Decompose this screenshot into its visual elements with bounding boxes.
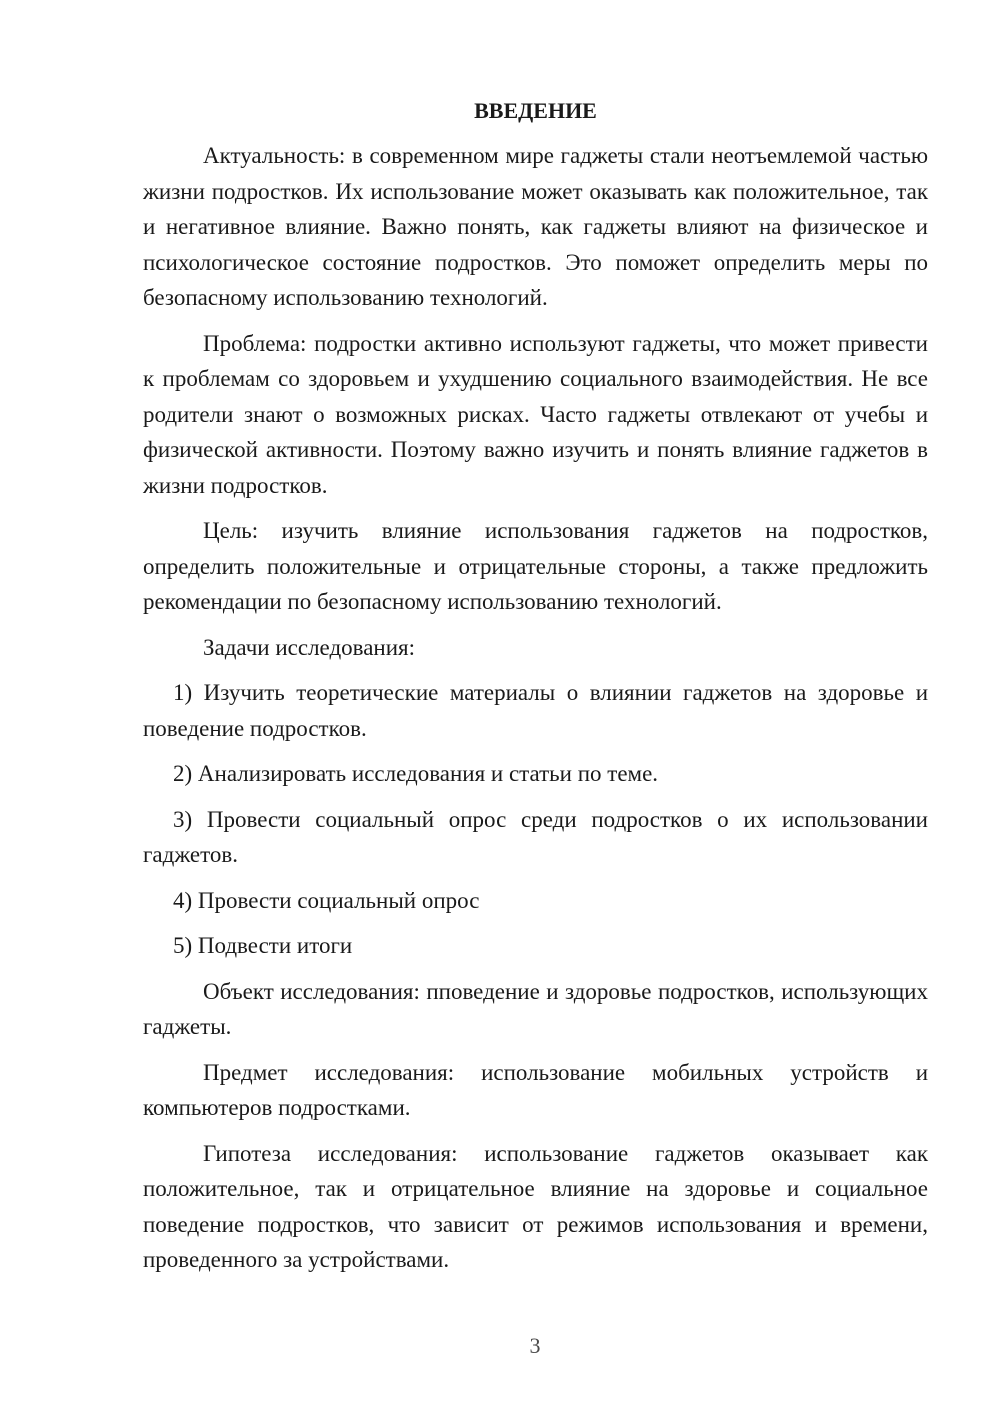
page-title: ВВЕДЕНИЕ (474, 98, 597, 123)
list-item: 1) Изучить теоретические материалы о влиянии гаджетов на здоровье и поведение подростков. (143, 680, 928, 741)
list-item: 3) Провести социальный опрос среди подростков о их использовании гаджетов. (143, 806, 928, 867)
tasks-list (143, 675, 928, 964)
page-content (143, 96, 928, 1288)
list-item: 2) Анализировать исследования и статьи по теме. (173, 761, 659, 786)
list-item: 4) Провести социальный опрос (173, 887, 480, 913)
paragraph-goal: Цель: изучить влияние использования гаджетов на подростков, определить положительные и отрицательные стороны, а также предложить рекомендации по безопасному использованию технологий. (143, 518, 928, 614)
paragraph-problem: Проблема: подростки активно используют гаджеты, что может привести к проблемам со здоровьем и ухудшению социального взаимодействия. Не все родители знают о возможных рисках. Часто гаджеты отвлекают от учебы и физической активности. Поэтому важно изучить и понять влияние гаджетов в жизни подростков. (143, 330, 928, 498)
paragraph-object: Объект исследования: пповедение и здоровье подростков, использующих гаджеты. (143, 978, 928, 1039)
paragraph-subject: Предмет исследования: использование мобильных устройств и компьютеров подростками. (143, 1059, 928, 1120)
paragraph-relevance: Актуальность: в современном мире гаджеты стали неотъемлемой частью жизни подростков. Их использование может оказывать как положительное, так и негативное влияние. Важно понять, как гаджеты влияют на физическое и психологическое состояние подростков. Это поможет определить меры по безопасному использованию технологий. (143, 143, 928, 310)
list-item: 5) Подвести итоги (173, 933, 353, 958)
tasks-heading: Задачи исследования: (203, 634, 416, 660)
paragraph-hypothesis: Гипотеза исследования: использование гаджетов оказывает как положительное, так и отрицательное влияние на здоровье и социальное поведение подростков, что зависит от режимов использования и времени, проведенного за устройствами. (143, 1140, 928, 1272)
page-number: 3 (529, 1333, 541, 1358)
